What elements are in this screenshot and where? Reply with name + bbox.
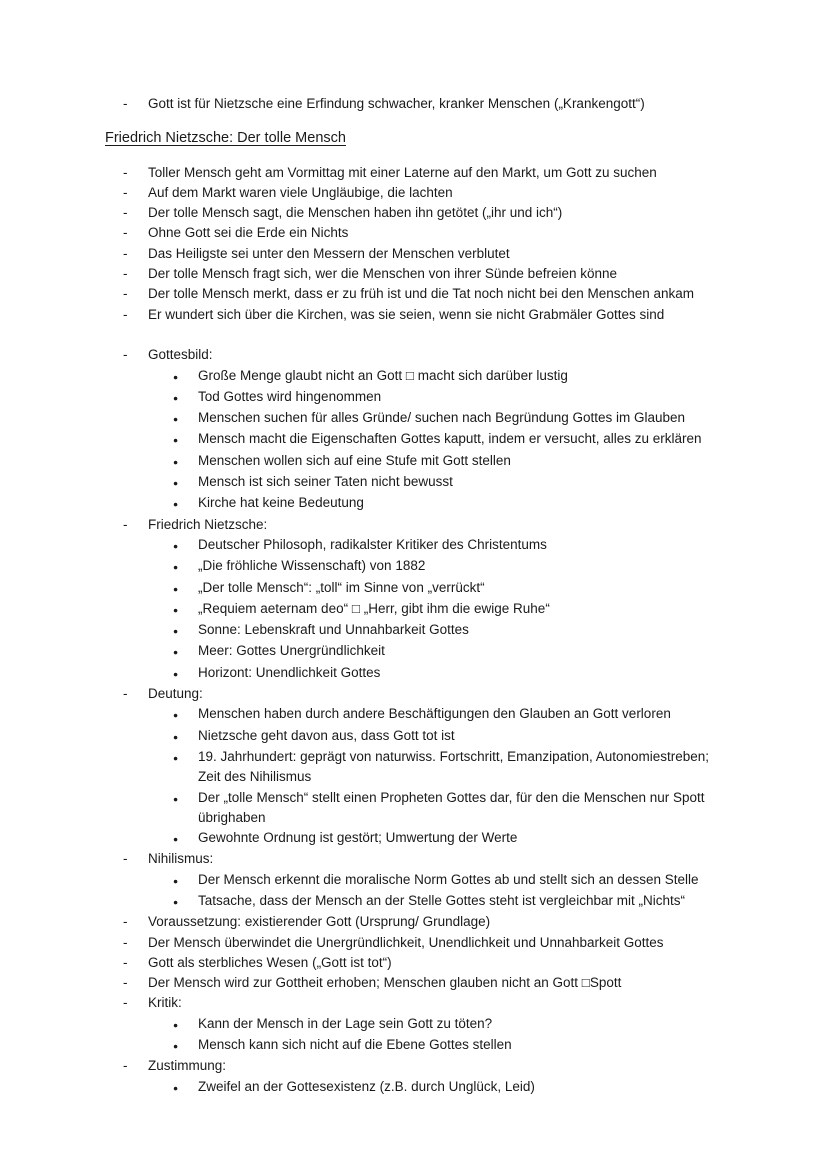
dash-marker: -	[123, 225, 128, 241]
list-item-dash	[123, 515, 719, 535]
list-item-bullet	[173, 451, 719, 472]
list-item-bullet	[173, 429, 719, 450]
list-item-bullet	[173, 663, 719, 684]
list-item-dash	[123, 684, 719, 704]
bullet-marker: ●	[173, 562, 179, 573]
list-item-text: Menschen wollen sich auf eine Stufe mit Gott stellen	[198, 452, 511, 468]
list-item-dash	[123, 345, 719, 365]
dash-marker: -	[123, 934, 128, 950]
bullet-marker: ●	[173, 540, 179, 551]
list-item-bullet	[173, 535, 719, 556]
list-item-text: Der „tolle Mensch“ stellt einen Propheten Gottes dar, für den die Menschen nur Spott übrighaben	[198, 789, 705, 825]
dash-marker: -	[123, 914, 128, 930]
list-item-text: Der Mensch wird zur Gottheit erhoben; Menschen glauben nicht an Gott □Spott	[148, 975, 622, 991]
bullet-marker: ●	[173, 668, 179, 679]
list-item-text: „Der tolle Mensch“: „toll“ im Sinne von „verrückt“	[198, 579, 485, 595]
blank-line	[105, 325, 719, 345]
list-item-bullet	[173, 493, 719, 514]
bullet-marker: ●	[173, 499, 179, 510]
list-item-text: Nietzsche geht davon aus, dass Gott tot ist	[198, 727, 455, 743]
bullet-marker: ●	[173, 435, 179, 446]
section-heading	[105, 128, 719, 148]
bullet-marker: ●	[173, 875, 179, 886]
list-item-text: Der Mensch überwindet die Unergründlichkeit, Unendlichkeit und Unnahbarkeit Gottes	[148, 934, 664, 950]
bullet-marker: ●	[173, 1019, 179, 1030]
list-item-text: Kritik:	[148, 995, 182, 1011]
list-item-text: Toller Mensch geht am Vormittag mit einer Laterne auf den Markt, um Gott zu suchen	[148, 164, 657, 180]
list-item-text: Deutscher Philosoph, radikalster Kritiker des Christentums	[198, 536, 547, 552]
list-item-dash	[123, 163, 719, 183]
list-item-text: Voraussetzung: existierender Gott (Ursprung/ Grundlage)	[148, 914, 491, 930]
list-item-dash	[123, 183, 719, 203]
list-item-text: Sonne: Lebenskraft und Unnahbarkeit Gottes	[198, 622, 469, 638]
bullet-marker: ●	[173, 1082, 179, 1093]
bullet-marker: ●	[173, 371, 179, 382]
list-item-bullet	[173, 620, 719, 641]
list-item-text: Horizont: Unendlichkeit Gottes	[198, 664, 381, 680]
list-item-text: Menschen suchen für alles Gründe/ suchen nach Begründung Gottes im Glauben	[198, 410, 686, 426]
bullet-marker: ●	[173, 834, 179, 845]
list-item-text: Gott ist für Nietzsche eine Erfindung schwacher, kranker Menschen („Krankengott“)	[148, 96, 645, 111]
list-item-text: „Die fröhliche Wissenschaft) von 1882	[198, 558, 426, 574]
bullet-marker: ●	[173, 583, 179, 594]
dash-marker: -	[123, 1058, 128, 1074]
list-item-text: Menschen haben durch andere Beschäftigungen den Glauben an Gott verloren	[198, 706, 671, 722]
list-item-dash	[123, 849, 719, 869]
bullet-marker: ●	[173, 793, 179, 804]
list-item-text: „Requiem aeternam deo“ □ „Herr, gibt ihm die ewige Ruhe“	[198, 600, 550, 616]
list-item-bullet	[173, 556, 719, 577]
bullet-marker: ●	[173, 414, 179, 425]
list-item-bullet	[173, 704, 719, 725]
list-item-dash	[123, 244, 719, 264]
bullet-marker: ●	[173, 1041, 179, 1052]
list-item-text: Gottesbild:	[148, 347, 213, 363]
list-item-dash	[123, 1056, 719, 1076]
list-item-text: Das Heiligste sei unter den Messern der Menschen verblutet	[148, 245, 510, 261]
dash-marker: -	[123, 164, 128, 180]
bullet-marker: ●	[173, 752, 179, 763]
list-item-text: Nihilismus:	[148, 851, 214, 867]
list-item-bullet	[173, 870, 719, 891]
list-item-text: Mensch ist sich seiner Taten nicht bewusst	[198, 474, 453, 490]
list-item-text: Er wundert sich über die Kirchen, was sie seien, wenn sie nicht Grabmäler Gottes sind	[148, 306, 665, 322]
list-item-bullet	[173, 747, 719, 788]
list-item-text: Kirche hat keine Bedeutung	[198, 495, 364, 511]
list-item-dash	[123, 264, 719, 284]
list-item-text: Der tolle Mensch merkt, dass er zu früh ist und die Tat noch nicht bei den Menschen ankam	[148, 286, 695, 302]
list-item-text: Mensch kann sich nicht auf die Ebene Gottes stellen	[198, 1037, 512, 1053]
bullet-marker: ●	[173, 456, 179, 467]
list-item-bullet	[173, 1035, 719, 1056]
list-item-text: Ohne Gott sei die Erde ein Nichts	[148, 225, 349, 241]
list-item-text: Deutung:	[148, 686, 203, 702]
dash-marker: -	[123, 347, 128, 363]
list-item-dash	[123, 953, 719, 973]
list-item-bullet	[173, 578, 719, 599]
list-item-dash	[123, 94, 719, 114]
list-item-text: Meer: Gottes Unergründlichkeit	[198, 643, 385, 659]
dash-marker: -	[123, 954, 128, 970]
list-item-bullet	[173, 366, 719, 387]
list-item-dash	[123, 284, 719, 304]
list-item-bullet	[173, 472, 719, 493]
bullet-marker: ●	[173, 647, 179, 658]
list-item-bullet	[173, 1077, 719, 1098]
bullet-marker: ●	[173, 478, 179, 489]
list-item-text: Große Menge glaubt nicht an Gott □ macht sich darüber lustig	[198, 367, 568, 383]
list-item-text: Mensch macht die Eigenschaften Gottes kaputt, indem er versucht, alles zu erklären	[198, 431, 702, 447]
section-heading-text: Friedrich Nietzsche: Der tolle Mensch	[105, 130, 346, 147]
list-item-bullet	[173, 599, 719, 620]
list-item-text: Gewohnte Ordnung ist gestört; Umwertung der Werte	[198, 830, 518, 846]
list-item-bullet	[173, 891, 719, 912]
dash-marker: -	[123, 184, 128, 200]
list-item-dash	[123, 933, 719, 953]
dash-marker: -	[123, 686, 128, 702]
list-item-bullet	[173, 408, 719, 429]
dash-marker: -	[123, 995, 128, 1011]
list-item-dash	[123, 973, 719, 993]
dash-marker: -	[123, 975, 128, 991]
list-item-text: Tatsache, dass der Mensch an der Stelle Gottes steht ist vergleichbar mit „Nichts“	[198, 892, 685, 908]
list-item-dash	[123, 223, 719, 243]
list-item-dash	[123, 203, 719, 223]
bullet-marker: ●	[173, 710, 179, 721]
list-item-text: Der tolle Mensch sagt, die Menschen haben ihn getötet („ihr und ich“)	[148, 205, 563, 221]
dash-marker: -	[123, 306, 128, 322]
dash-marker: -	[123, 516, 128, 532]
list-item-text: Gott als sterbliches Wesen („Gott ist tot“)	[148, 954, 392, 970]
bullet-marker: ●	[173, 731, 179, 742]
list-item-text: Der tolle Mensch fragt sich, wer die Menschen von ihrer Sünde befreien könne	[148, 266, 617, 282]
list-item-text: 19. Jahrhundert: geprägt von naturwiss. Fortschritt, Emanzipation, Autonomiestreben; Zeit des Nihilismus	[198, 748, 710, 785]
dash-marker: -	[123, 851, 128, 867]
list-item-text: Auf dem Markt waren viele Ungläubige, die lachten	[148, 184, 453, 200]
list-item-dash	[123, 305, 719, 325]
list-item-bullet	[173, 1014, 719, 1035]
list-item-bullet	[173, 788, 719, 829]
dash-marker: -	[123, 205, 128, 221]
list-item-text: Der Mensch erkennt die moralische Norm Gottes ab und stellt sich an dessen Stelle	[198, 871, 699, 887]
dash-marker: -	[123, 266, 128, 282]
list-item-text: Friedrich Nietzsche:	[148, 516, 268, 532]
list-item-bullet	[173, 641, 719, 662]
dash-marker: -	[123, 96, 128, 111]
list-item-text: Zweifel an der Gottesexistenz (z.B. durch Unglück, Leid)	[198, 1078, 535, 1094]
bullet-marker: ●	[173, 604, 179, 615]
bullet-marker: ●	[173, 392, 179, 403]
dash-marker: -	[123, 245, 128, 261]
list-item-text: Tod Gottes wird hingenommen	[198, 388, 382, 404]
list-item-bullet	[173, 828, 719, 849]
dash-marker: -	[123, 286, 128, 302]
list-item-text: Zustimmung:	[148, 1058, 227, 1074]
list-item-bullet	[173, 726, 719, 747]
list-item-dash	[123, 993, 719, 1013]
document-content	[105, 94, 719, 1098]
list-item-dash	[123, 912, 719, 932]
bullet-marker: ●	[173, 626, 179, 637]
bullet-marker: ●	[173, 896, 179, 907]
list-item-text: Kann der Mensch in der Lage sein Gott zu töten?	[198, 1015, 493, 1031]
list-item-bullet	[173, 387, 719, 408]
